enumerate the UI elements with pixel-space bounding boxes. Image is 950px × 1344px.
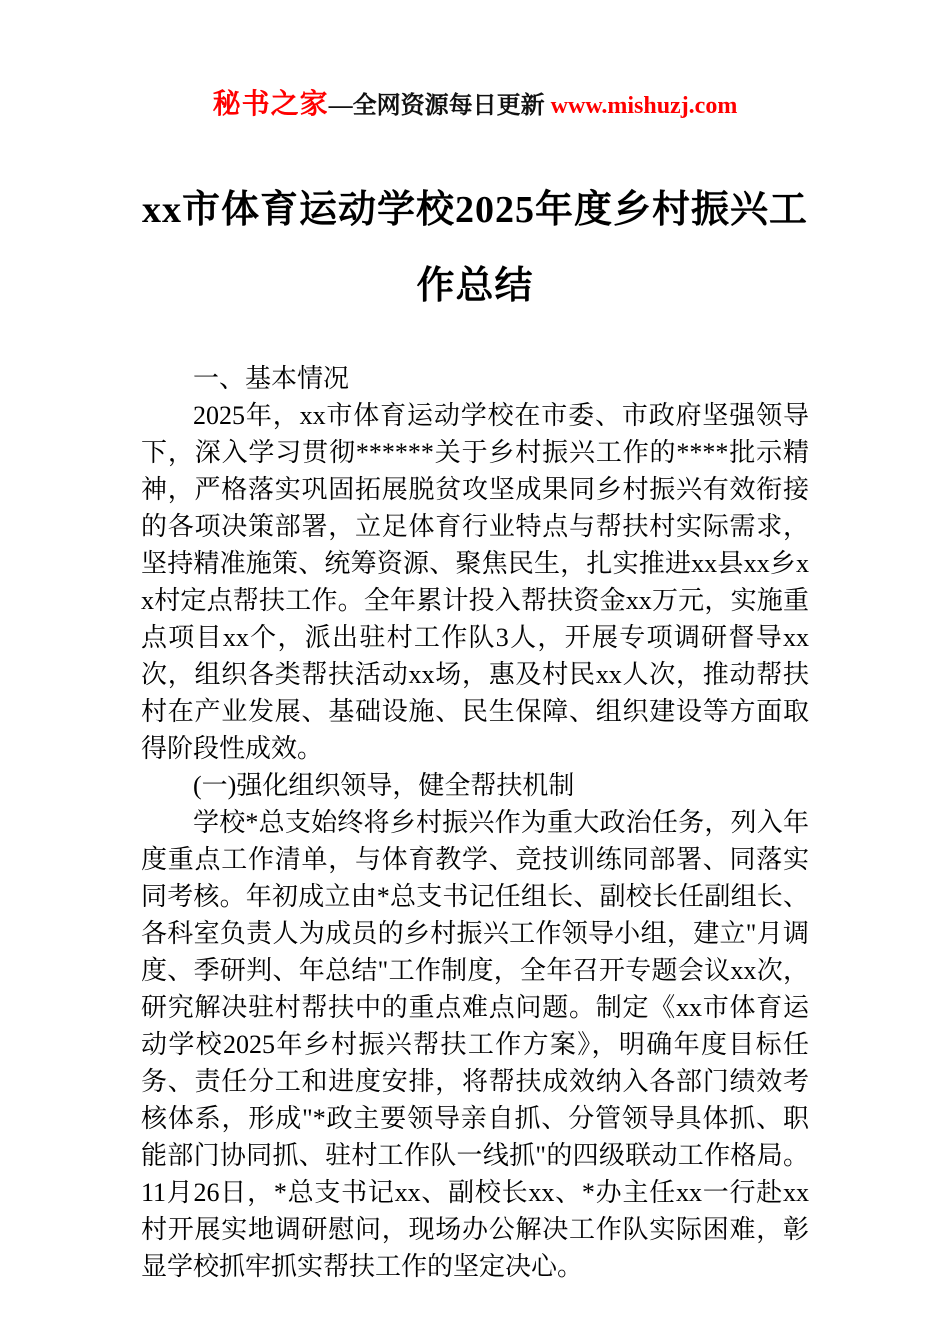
- body-paragraph-organization-detail: 学校*总支始终将乡村振兴作为重大政治任务，列入年度重点工作清单，与体育教学、竞技训练同部署、同落实同考核。年初成立由*总支书记任组长、副校长任副组长、各科室负责人为成员的乡村振兴工作领导小组，建立"月调度、季研判、年总结"工作制度，全年召开专题会议xx次，研究解决驻村帮扶中的重点难点问题。制定《xx市体育运动学校2025年乡村振兴帮扶工作方案》，明确年度目标任务、责任分工和进度安排，将帮扶成效纳入各部门绩效考核体系，形成"*政主要领导亲自抓、分管领导具体抓、职能部门协同抓、驻村工作队一线抓"的四级联动工作格局。11月26日，*总支书记xx、副校长xx、*办主任xx一行赴xx村开展实地调研慰问，现场办公解决工作队实际困难，彰显学校抓牢抓实帮扶工作的坚定决心。: [141, 808, 809, 1281]
- body-paragraph-overview: 2025年，xx市体育运动学校在市委、市政府坚强领导下，深入学习贯彻******关于乡村振兴工作的****批示精神，严格落实巩固拓展脱贫攻坚成果同乡村振兴有效衔接的各项决策部署，立足体育行业特点与帮扶村实际需求，坚持精准施策、统筹资源、聚焦民生，扎实推进xx县xx乡xx村定点帮扶工作。全年累计投入帮扶资金xx万元，实施重点项目xx个，派出驻村工作队3人，开展专项调研督导xx次，组织各类帮扶活动xx场，惠及村民xx人次，推动帮扶村在产业发展、基础设施、民生保障、组织建设等方面取得阶段性成效。: [141, 401, 809, 763]
- document-title: xx市体育运动学校2025年度乡村振兴工作总结: [141, 189, 808, 307]
- site-url: www.mishuzj.com: [550, 93, 738, 119]
- brand-name: 秘书之家: [212, 89, 329, 120]
- site-header: [0, 0, 950, 122]
- section-heading-basic-situation: 一、基本情况: [193, 364, 350, 393]
- document-body: [141, 360, 809, 1285]
- header-tagline: —全网资源每日更新: [328, 93, 551, 119]
- section-heading-organization-leadership: (一)强化组织领导，健全帮扶机制: [193, 771, 575, 800]
